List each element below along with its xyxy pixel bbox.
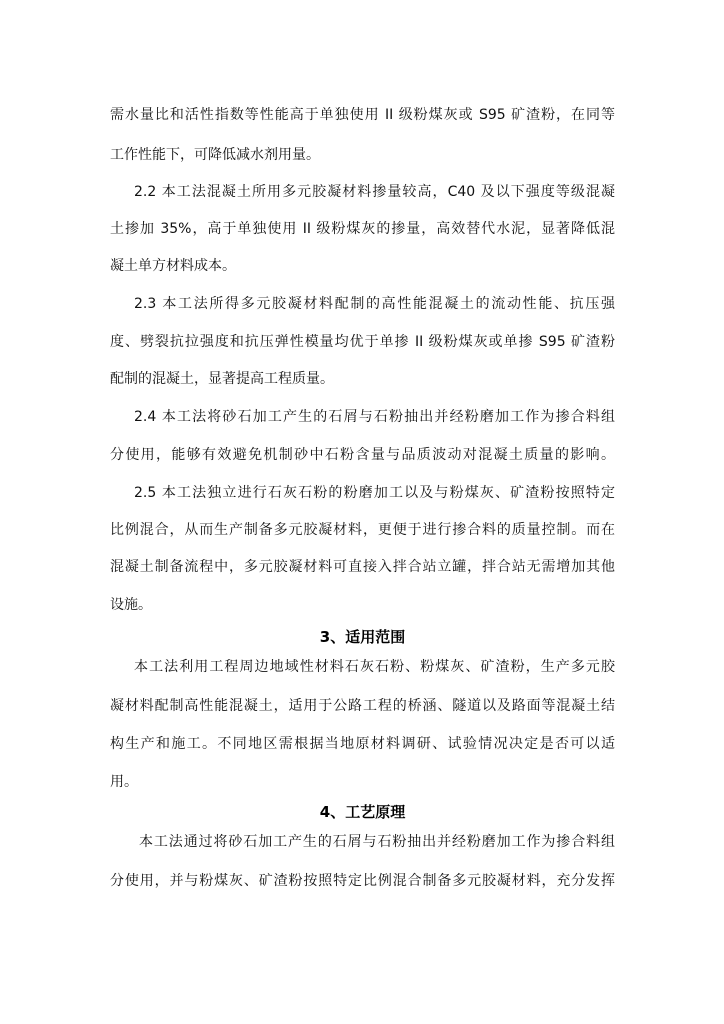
paragraph-line: 构生产和施工。不同地区需根据当地原材料调研、试验情况决定是否可以适: [110, 736, 615, 752]
paragraph-line: 土掺加 35%，高于单独使用 II 级粉煤灰的掺量，高效替代水泥，显著降低混: [110, 221, 615, 237]
paragraph-line: 设施。: [110, 597, 152, 613]
paragraph-line: 度、劈裂抗拉强度和抗压弹性模量均优于单掺 II 级粉煤灰或单掺 S95 矿渣粉: [110, 334, 615, 350]
paragraph-line: 分使用，并与粉煤灰、矿渣粉按照特定比例混合制备多元胶凝材料，充分发挥: [110, 873, 615, 889]
paragraph-line: 分使用，能够有效避免机制砂中石粉含量与品质波动对混凝土质量的影响。: [110, 447, 615, 463]
paragraph-line: 凝材料配制高性能混凝土，适用于公路工程的桥涵、隧道以及路面等混凝土结: [110, 698, 615, 714]
paragraph-line: 本工法利用工程周边地域性材料石灰石粉、粉煤灰、矿渣粉，生产多元胶: [134, 659, 615, 675]
paragraph-line: 2.3 本工法所得多元胶凝材料配制的高性能混凝土的流动性能、抗压强: [134, 296, 615, 312]
section-heading: 3、适用范围: [319, 628, 406, 646]
paragraph-line: 凝土单方材料成本。: [110, 258, 236, 274]
paragraph-line: 混凝土制备流程中，多元胶凝材料可直接入拌合站立罐，拌合站无需增加其他: [110, 559, 615, 575]
paragraph-line: 工作性能下，可降低减水剂用量。: [110, 147, 320, 163]
paragraph-line: 配制的混凝土，显著提高工程质量。: [110, 371, 334, 387]
paragraph-line: 2.4 本工法将砂石加工产生的石屑与石粉抽出并经粉磨加工作为掺合料组: [134, 409, 615, 425]
paragraph-line: 2.5 本工法独立进行石灰石粉的粉磨加工以及与粉煤灰、矿渣粉按照特定: [134, 485, 615, 501]
paragraph-line: 本工法通过将砂石加工产生的石屑与石粉抽出并经粉磨加工作为掺合料组: [139, 834, 615, 850]
paragraph-line: 比例混合，从而生产制备多元胶凝材料，更便于进行掺合料的质量控制。而在: [110, 522, 615, 538]
paragraph-line: 用。: [110, 774, 138, 790]
section-heading: 4、工艺原理: [319, 803, 406, 821]
paragraph-line: 2.2 本工法混凝土所用多元胶凝材料掺量较高，C40 及以下强度等级混凝: [134, 184, 615, 200]
paragraph-line: 需水量比和活性指数等性能高于单独使用 II 级粉煤灰或 S95 矿渣粉，在同等: [110, 107, 615, 123]
